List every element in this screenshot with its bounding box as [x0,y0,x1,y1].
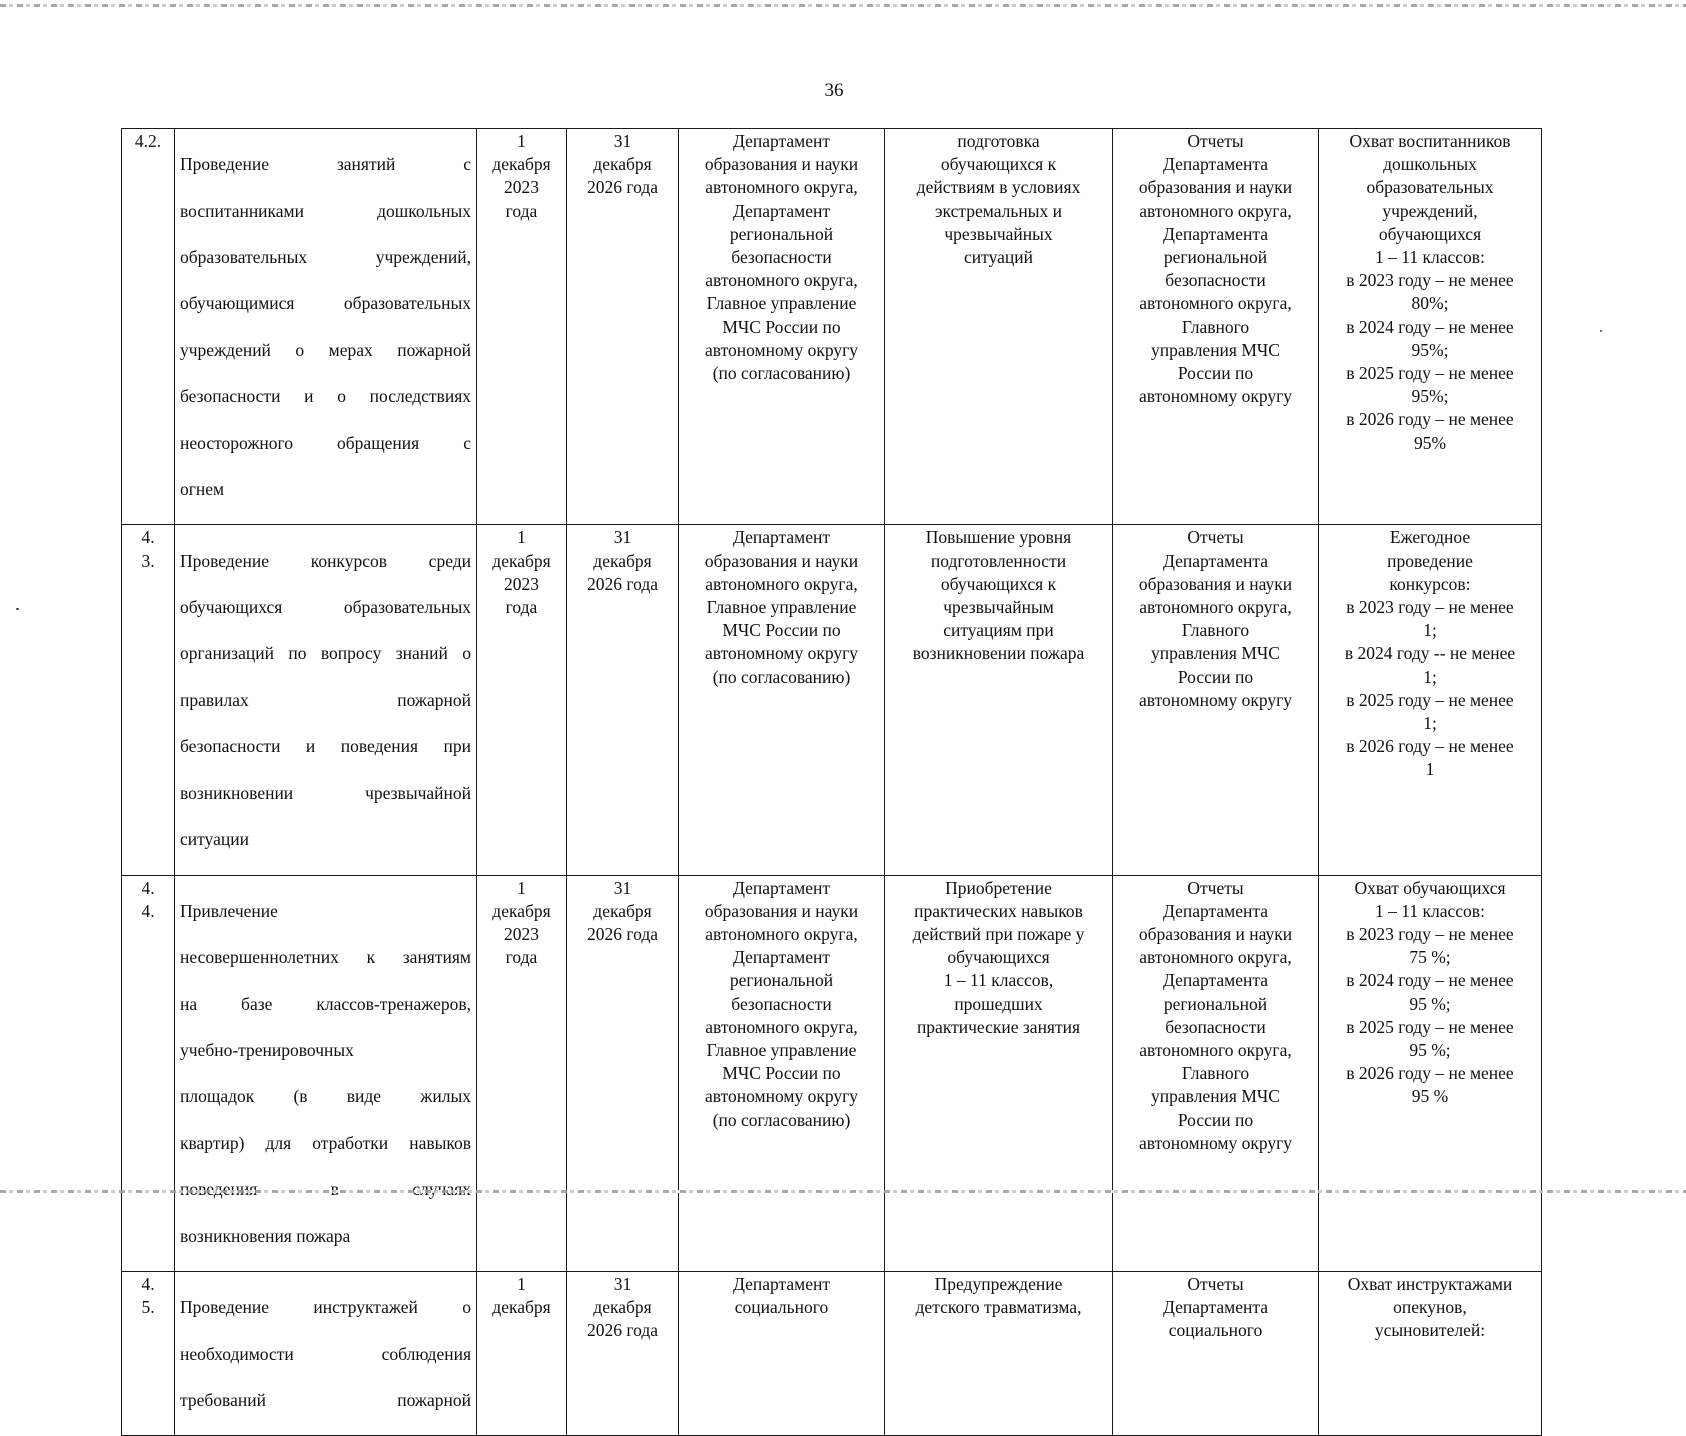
start-date: 1 декабря 2023 года [477,875,567,1271]
description-line: необходимости соблюдения [180,1343,471,1364]
target-indicator: Охват инструктажами опекунов, усыновителей: [1319,1271,1542,1435]
target-indicator: Ежегодное проведение конкурсов: в 2023 году – не менее 1; в 2024 году -- не менее 1; в 2025 году – не менее 1; в 2026 году – не менее 1 [1319,525,1542,875]
measure-description [175,875,477,1271]
expected-result: Предупреждение детского травматизма, [885,1271,1113,1435]
responsible-executors: Департамент образования и науки автономного округа, Главное управление МЧС России по автономному округу (по согласованию) [679,525,885,875]
end-date: 31 декабря 2026 года [567,875,679,1271]
item-number: 4. 3. [122,525,175,875]
responsible-executors: Департамент образования и науки автономного округа, Департамент региональной безопасности автономного округа, Главное управление МЧС России по автономному округу (по согласованию) [679,129,885,525]
table-row [122,525,1542,875]
description-line: Проведение занятий с [180,154,471,175]
target-indicator: Охват обучающихся 1 – 11 классов: в 2023 году – не менее 75 %; в 2024 году – не менее 95 %; в 2025 году – не менее 95 %; в 2026 году – не менее 95 % [1319,875,1542,1271]
scan-speck [16,608,19,610]
description-line: безопасности и о последствиях [180,386,471,407]
item-number: 4. 5. [122,1271,175,1435]
description-line: требований пожарной [180,1389,471,1410]
expected-result: Повышение уровня подготовленности обучающихся к чрезвычайным ситуациям при возникновении пожара [885,525,1113,875]
description-line: возникновения пожара [180,1225,351,1246]
expected-result: подготовка обучающихся к действиям в условиях экстремальных и чрезвычайных ситуаций [885,129,1113,525]
start-date: 1 декабря 2023 года [477,129,567,525]
reporting-form: Отчеты Департамента образования и науки автономного округа, Департамента региональной безопасности автономного округа, Главного управления МЧС России по автономному округу [1113,875,1319,1271]
end-date: 31 декабря 2026 года [567,129,679,525]
item-number: 4. 4. [122,875,175,1271]
reporting-form: Отчеты Департамента образования и науки автономного округа, Департамента региональной безопасности автономного округа, Главного управления МЧС России по автономному округу [1113,129,1319,525]
description-line: Проведение конкурсов среди [180,550,471,571]
scan-speck [1600,330,1602,332]
measures-table [121,128,1542,1436]
description-line: неосторожного обращения с [180,432,471,453]
description-line: возникновении чрезвычайной [180,782,471,803]
scan-edge-top [0,4,1686,7]
responsible-executors: Департамент образования и науки автономного округа, Департамент региональной безопасности автономного округа, Главное управление МЧС России по автономному округу (по согласованию) [679,875,885,1271]
end-date: 31 декабря 2026 года [567,1271,679,1435]
table-row [122,875,1542,1271]
description-line: безопасности и поведения при [180,736,471,757]
reporting-form: Отчеты Департамента социального [1113,1271,1319,1435]
description-line: площадок (в виде жилых [180,1086,471,1107]
measure-description [175,525,477,875]
description-line: правилах пожарной [180,689,471,710]
description-line: несовершеннолетних к занятиям [180,947,471,968]
start-date: 1 декабря 2023 года [477,525,567,875]
end-date: 31 декабря 2026 года [567,525,679,875]
expected-result: Приобретение практических навыков действий при пожаре у обучающихся 1 – 11 классов, прошедших практические занятия [885,875,1113,1271]
measure-description [175,1271,477,1435]
reporting-form: Отчеты Департамента образования и науки автономного округа, Главного управления МЧС России по автономному округу [1113,525,1319,875]
scan-edge-bottom [0,1190,1686,1193]
table-row [122,129,1542,525]
target-indicator: Охват воспитанников дошкольных образовательных учреждений, обучающихся 1 – 11 классов: в 2023 году – не менее 80%; в 2024 году – не менее 95%; в 2025 году – не менее 95%; в 2026 году – не менее 95% [1319,129,1542,525]
description-line: учреждений о мерах пожарной [180,339,471,360]
description-line: Привлечение [180,900,278,921]
description-line: образовательных учреждений, [180,247,471,268]
item-number: 4.2. [122,129,175,525]
start-date: 1 декабря [477,1271,567,1435]
description-line: воспитанниками дошкольных [180,200,471,221]
page-number: 36 [824,80,844,101]
description-line: учебно-тренировочных [180,1039,354,1060]
table-row [122,1271,1542,1435]
description-line: Проведение инструктажей о [180,1297,471,1318]
description-line: обучающимися образовательных [180,293,471,314]
measure-description [175,129,477,525]
description-line: огнем [180,479,225,500]
description-line: квартир) для отработки навыков [180,1132,471,1153]
description-line: организаций по вопросу знаний о [180,643,471,664]
responsible-executors: Департамент социального [679,1271,885,1435]
description-line: на базе классов-тренажеров, [180,993,471,1014]
description-line: обучающихся образовательных [180,597,471,618]
description-line: ситуации [180,829,249,850]
